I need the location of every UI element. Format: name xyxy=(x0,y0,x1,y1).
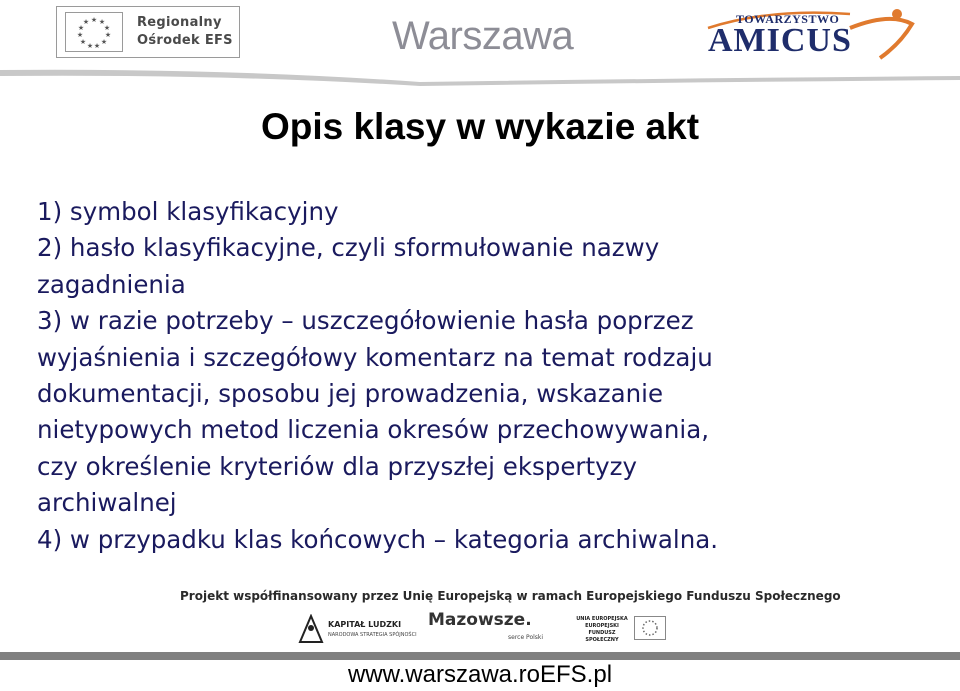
svg-text:★: ★ xyxy=(76,31,84,39)
mazowsze-subtitle: serce Polski xyxy=(508,634,544,641)
amicus-logo xyxy=(700,4,920,64)
amicus-subtitle: TOWARZYSTWO xyxy=(736,12,840,26)
kapital-ludzki-title: KAPITAŁ LUDZKI xyxy=(328,620,402,629)
header-divider xyxy=(0,66,960,88)
project-funding-line: Projekt współfinansowany przez Unię Europejską w ramach Europejskiego Funduszu Społecznego xyxy=(180,589,841,603)
eu-efs-text xyxy=(572,616,632,644)
eu-efs-line2: EUROPEJSKI xyxy=(585,623,619,629)
body-line: 2) hasło klasyfikacyjne, czyli sformułowanie nazwy xyxy=(37,233,660,263)
body-line: archiwalnej xyxy=(37,488,177,518)
body-line: zagadnienia xyxy=(37,269,186,299)
svg-text:★: ★ xyxy=(79,38,87,46)
website-url: www.warszawa.roEFS.pl xyxy=(347,661,613,688)
footer-bar xyxy=(0,652,960,660)
body-line: czy określenie kryteriów dla przyszłej ekspertyzy xyxy=(37,451,637,481)
efs-logo-line1: Regionalny xyxy=(137,15,222,30)
eu-efs-logo xyxy=(572,614,672,646)
mazowsze-logo xyxy=(428,610,556,646)
svg-text:★: ★ xyxy=(103,24,111,32)
city-name: Warszawa xyxy=(392,14,574,58)
kapital-ludzki-logo xyxy=(298,612,416,648)
body-line: wyjaśnienia i szczegółowy komentarz na temat rodzaju xyxy=(37,342,713,372)
svg-text:★: ★ xyxy=(77,24,85,32)
eu-efs-line3: FUNDUSZ SPOŁECZNY xyxy=(585,630,619,643)
body-line: 1) symbol klasyfikacyjny xyxy=(37,197,339,226)
svg-text:★: ★ xyxy=(93,42,101,50)
body-line: nietypowych metod liczenia okresów przechowywania, xyxy=(37,415,710,445)
mazowsze-name: Mazowsze. xyxy=(428,610,532,630)
svg-text:★: ★ xyxy=(82,18,90,26)
body-line: 4) w przypadku klas końcowych – kategoria archiwalna. xyxy=(37,524,719,554)
regionalny-osrodek-efs-logo xyxy=(56,6,240,58)
body-line: 3) w razie potrzeby – uszczegółowienie hasła poprzez xyxy=(37,306,694,336)
slide-body xyxy=(37,194,937,558)
svg-text:★: ★ xyxy=(86,42,94,50)
kapital-ludzki-subtitle: NARODOWA STRATEGIA SPÓJNOŚCI xyxy=(328,632,417,638)
slide-title: Opis klasy w wykazie akt xyxy=(260,106,700,147)
svg-text:★: ★ xyxy=(90,16,98,24)
kapital-ludzki-icon xyxy=(298,614,324,644)
eu-stars-icon xyxy=(65,12,123,52)
svg-text:★: ★ xyxy=(98,18,106,26)
efs-logo-line2: Ośrodek EFS xyxy=(137,33,233,48)
body-line: dokumentacji, sposobu jej prowadzenia, wskazanie xyxy=(37,379,664,409)
svg-text:★: ★ xyxy=(100,38,108,46)
eu-flag-icon xyxy=(634,616,666,640)
eu-efs-line1: UNIA EUROPEJSKA xyxy=(576,616,628,622)
amicus-name: AMICUS xyxy=(708,22,852,59)
svg-text:★: ★ xyxy=(104,31,112,39)
